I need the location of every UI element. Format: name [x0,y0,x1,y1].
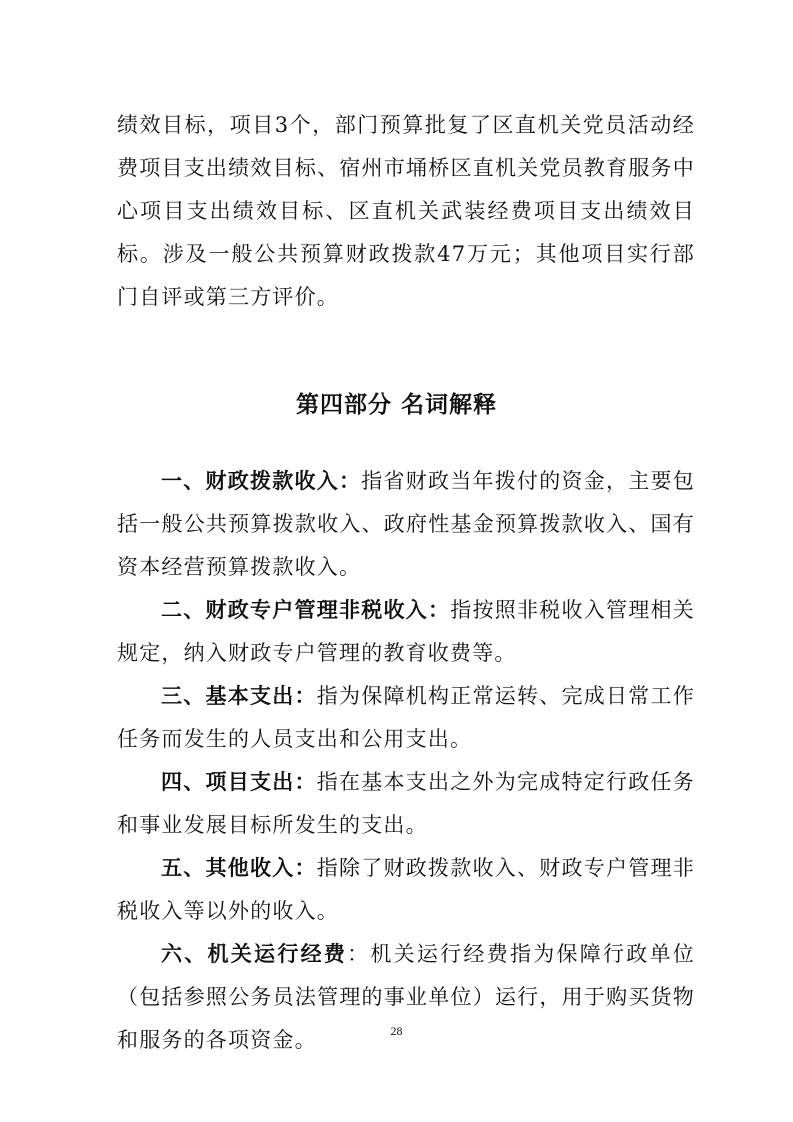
definition-text: 指省财政当年拨付的资金，主要包括一般公共预算拨款收入、政府性基金预算拨款收入、国有资本经营预算拨款收入。 [117,469,695,579]
definition-paragraph [117,847,695,933]
continuation-paragraph [117,104,695,319]
definition-text: 指为保障机构正常运转、完成日常工作任务而发生的人员支出和公用支出。 [117,684,695,751]
definition-text: ：机关运行经费指为保障行政单位（包括参照公务员法管理的事业单位）运行，用于购买货物和服务的各项资金。 [117,942,695,1052]
definition-text: 指按照非税收入管理相关规定，纳入财政专户管理的教育收费等。 [117,598,695,665]
section-title: 第四部分 名词解释 [295,392,497,418]
definition-text: 指除了财政拨款收入、财政专户管理非税收入等以外的收入。 [117,856,695,923]
definition-paragraph [117,761,695,847]
definition-text: 指在基本支出之外为完成特定行政任务和事业发展目标所发生的支出。 [117,770,695,837]
definition-paragraph [117,675,695,761]
definition-term: 六、机关运行经费 [161,942,348,966]
continuation-text: 绩效目标，项目3个，部门预算批复了区直机关党员活动经费项目支出绩效目标、宿州市埇桥区直机关党员教育服务中心项目支出绩效目标、区直机关武装经费项目支出绩效目标。涉及一般公共预算财政拨款47万元；其他项目实行部门自评或第三方评价。 [117,113,695,309]
definition-term: 四、项目支出： [161,770,317,794]
definition-term: 二、财政专户管理非税收入： [161,598,451,622]
definition-term: 一、财政拨款收入： [161,469,362,493]
definition-term: 五、其他收入： [161,856,317,880]
page-number: 28 [390,1024,403,1038]
definition-paragraph [117,933,695,1062]
definition-term: 三、基本支出： [161,684,317,708]
definition-paragraph [117,589,695,675]
definition-paragraph [117,460,695,589]
